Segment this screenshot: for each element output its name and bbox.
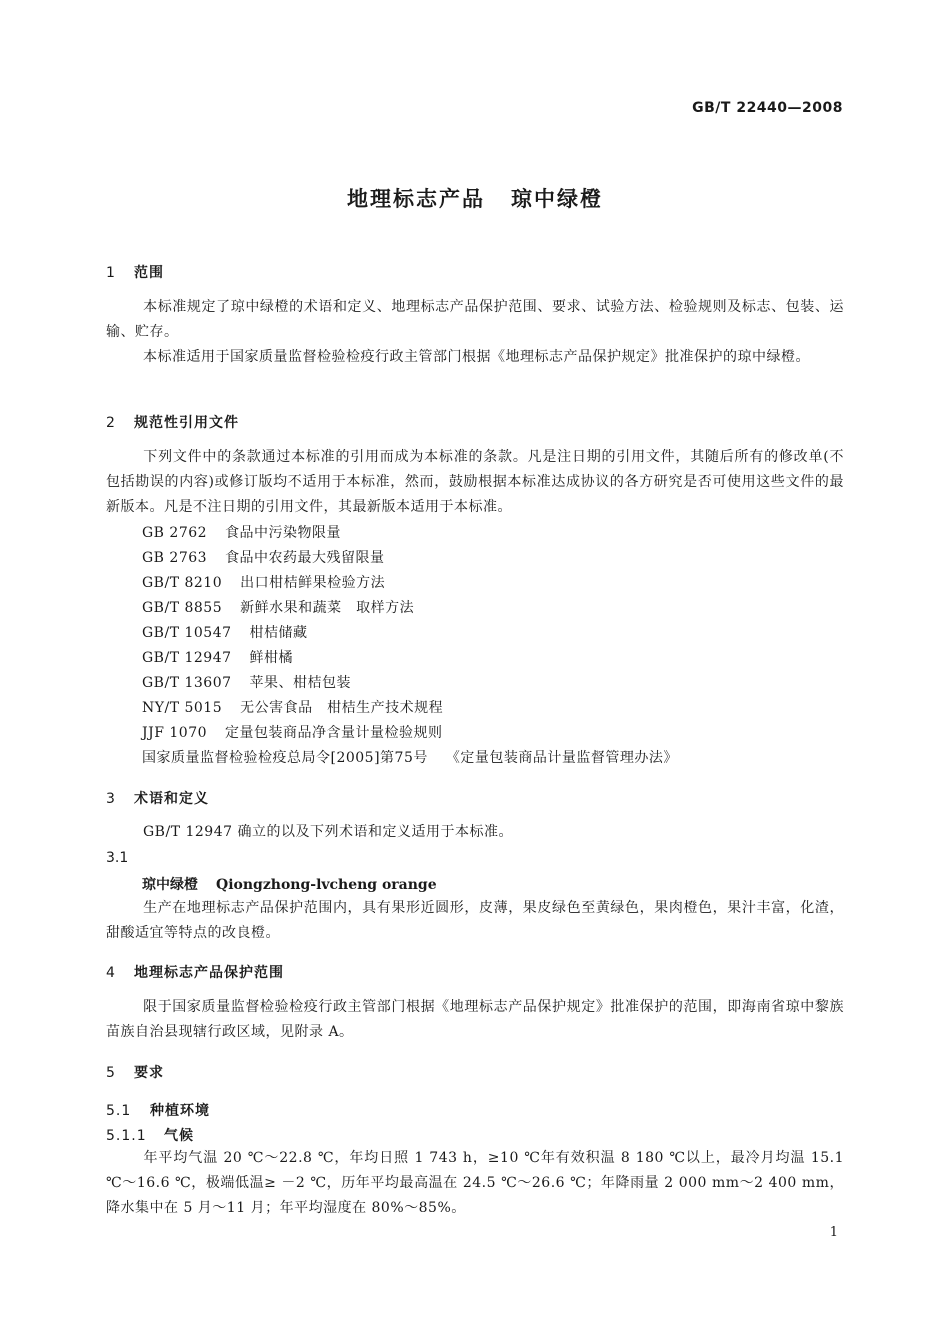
- subsection-title: 气候: [164, 1128, 194, 1144]
- reference-title: 无公害食品 柑桔生产技术规程: [240, 700, 444, 716]
- section-2-heading: [106, 412, 239, 432]
- reference-code: GB 2762: [142, 525, 208, 541]
- reference-item: [142, 547, 385, 567]
- term-number: 3.1: [106, 850, 129, 866]
- climate-paragraph: [106, 1146, 844, 1221]
- section-title: 术语和定义: [134, 791, 209, 807]
- document-title: [0, 183, 950, 213]
- section-3-paragraph-1: [106, 820, 844, 845]
- section-number: 2: [106, 415, 116, 431]
- paragraph-text: 本标准适用于国家质量监督检验检疫行政主管部门根据《地理标志产品保护规定》批准保护的琼中绿橙。: [143, 349, 810, 365]
- reference-item: [142, 647, 293, 667]
- section-4-heading: [106, 962, 284, 982]
- reference-item: [142, 622, 308, 642]
- reference-code: 国家质量监督检验检疫总局令[2005]第75号: [142, 750, 428, 766]
- reference-item: [142, 722, 443, 742]
- paragraph-text: 年平均气温 20 ℃～22.8 ℃，年均日照 1 743 h，≥10 ℃年有效积温 8 180 ℃以上，最冷月均温 15.1 ℃～16.6 ℃，极端低温≥ －2 ℃，历年平均最高温在 24.5 ℃～26.6 ℃；年降雨量 2 000 mm～2 400 mm，降水集中在 5 月～11 月；年平均湿度在 80%～85%。: [106, 1150, 844, 1216]
- reference-code: GB/T 12947: [142, 650, 232, 666]
- title-part-2: 琼中绿橙: [511, 187, 603, 211]
- section-number: 1: [106, 265, 116, 281]
- reference-item: [142, 747, 678, 767]
- reference-title: 鲜柑橘: [249, 650, 294, 666]
- reference-title: 柑桔储藏: [249, 625, 308, 641]
- subsection-5-1-heading: [106, 1100, 210, 1120]
- reference-item: [142, 697, 443, 717]
- title-part-1: 地理标志产品: [347, 187, 485, 211]
- reference-code: GB/T 13607: [142, 675, 232, 691]
- reference-title: 食品中农药最大残留限量: [225, 550, 385, 566]
- reference-title: 定量包装商品净含量计量检验规则: [225, 725, 443, 741]
- section-5-heading: [106, 1062, 164, 1082]
- reference-title: 出口柑桔鲜果检验方法: [240, 575, 386, 591]
- section-title: 要求: [134, 1065, 164, 1081]
- term-chinese: 琼中绿橙: [142, 877, 198, 893]
- term-heading: [142, 874, 437, 894]
- section-1-paragraph-2: [106, 345, 844, 370]
- paragraph-text: 生产在地理标志产品保护范围内，具有果形近圆形，皮薄，果皮绿色至黄绿色，果肉橙色，果汁丰富，化渣，甜酸适宜等特点的改良橙。: [106, 900, 844, 941]
- reference-code: JJF 1070: [142, 725, 208, 741]
- subsection-5-1-1-heading: [106, 1125, 194, 1145]
- reference-code: GB/T 8210: [142, 575, 223, 591]
- paragraph-text: GB/T 12947 确立的以及下列术语和定义适用于本标准。: [143, 824, 513, 840]
- reference-title: 《定量包装商品计量监督管理办法》: [445, 750, 678, 766]
- paragraph-text: 下列文件中的条款通过本标准的引用而成为本标准的条款。凡是注日期的引用文件，其随后所有的修改单(不包括勘误的内容)或修订版均不适用于本标准，然而，鼓励根据本标准达成协议的各方研究是否可使用这些文件的最新版本。凡是不注日期的引用文件，其最新版本适用于本标准。: [106, 449, 844, 515]
- reference-title: 苹果、柑桔包装: [249, 675, 352, 691]
- section-title: 范围: [134, 265, 164, 281]
- page-number: 1: [829, 1225, 838, 1240]
- term-english: Qiongzhong-lvcheng orange: [216, 877, 437, 893]
- section-title: 规范性引用文件: [134, 415, 239, 431]
- reference-title: 食品中污染物限量: [225, 525, 342, 541]
- section-1-heading: [106, 262, 164, 282]
- section-title: 地理标志产品保护范围: [134, 965, 284, 981]
- subsection-number: 5.1: [106, 1103, 132, 1119]
- section-3-heading: [106, 788, 209, 808]
- reference-item: [142, 522, 341, 542]
- reference-code: GB/T 8855: [142, 600, 223, 616]
- paragraph-text: 本标准规定了琼中绿橙的术语和定义、地理标志产品保护范围、要求、试验方法、检验规则及标志、包装、运输、贮存。: [106, 299, 844, 340]
- section-number: 4: [106, 965, 116, 981]
- subsection-title: 种植环境: [150, 1103, 210, 1119]
- reference-item: [142, 672, 351, 692]
- section-4-paragraph-1: [106, 995, 844, 1045]
- reference-title: 新鲜水果和蔬菜 取样方法: [240, 600, 415, 616]
- section-number: 5: [106, 1065, 116, 1081]
- reference-code: GB/T 10547: [142, 625, 232, 641]
- subsection-number: 5.1.1: [106, 1128, 147, 1144]
- reference-item: [142, 597, 414, 617]
- paragraph-text: 限于国家质量监督检验检疫行政主管部门根据《地理标志产品保护规定》批准保护的范围，即海南省琼中黎族苗族自治县现辖行政区域，见附录 A。: [106, 999, 844, 1040]
- reference-code: NY/T 5015: [142, 700, 223, 716]
- reference-item: [142, 572, 385, 592]
- reference-code: GB 2763: [142, 550, 208, 566]
- section-number: 3: [106, 791, 116, 807]
- term-definition: [106, 896, 844, 946]
- standard-number: GB/T 22440—2008: [692, 100, 843, 116]
- section-2-paragraph-1: [106, 445, 844, 520]
- section-1-paragraph-1: [106, 295, 844, 345]
